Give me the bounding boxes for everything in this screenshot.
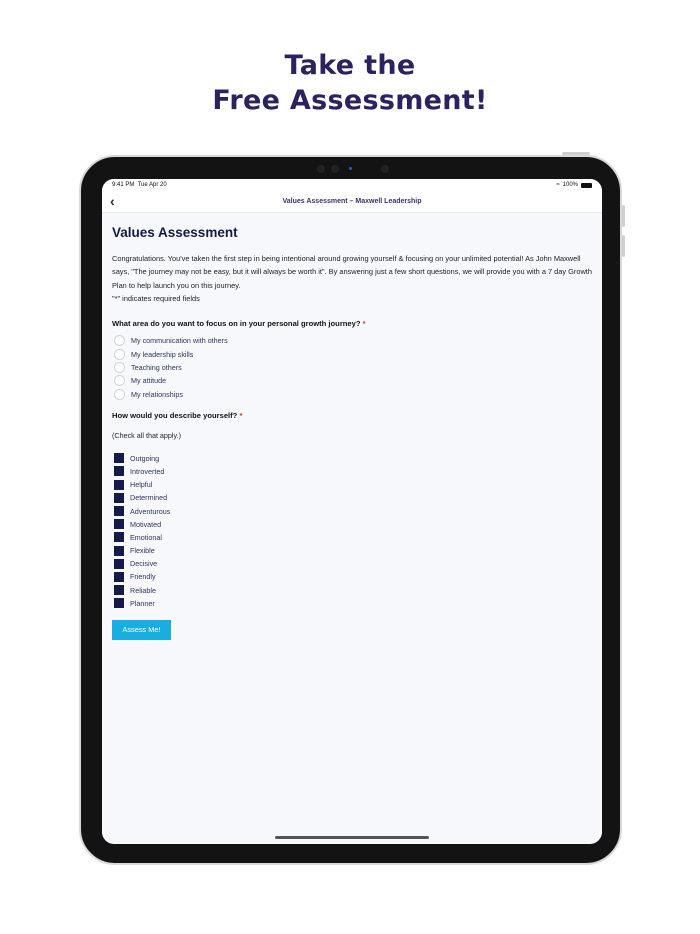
checkbox-label: Determined xyxy=(130,493,168,503)
wifi-icon: ≈ xyxy=(556,182,560,188)
headline-line-1: Take the xyxy=(284,50,416,81)
device-volume-up xyxy=(622,205,625,227)
form-content xyxy=(102,213,602,652)
radio-label: My relationships xyxy=(131,389,183,399)
app-screen xyxy=(102,179,602,844)
nav-bar xyxy=(102,191,602,213)
checkbox[interactable] xyxy=(114,532,124,542)
radio-option[interactable] xyxy=(112,387,592,400)
focus-radio-group xyxy=(112,334,592,400)
radio-label: My attitude xyxy=(131,376,167,386)
checkbox-option[interactable] xyxy=(112,504,592,517)
checkbox-option[interactable] xyxy=(112,518,592,531)
battery-icon xyxy=(581,183,592,188)
question-describe-yourself xyxy=(112,411,592,420)
checkbox-label: Emotional xyxy=(130,532,162,542)
checkbox-option[interactable] xyxy=(112,584,592,597)
required-mark: * xyxy=(239,410,243,420)
checkbox-option[interactable] xyxy=(112,544,592,557)
checkbox[interactable] xyxy=(114,585,124,595)
checkbox[interactable] xyxy=(114,506,124,516)
headline-line-2: Free Assessment! xyxy=(212,85,488,116)
checkbox[interactable] xyxy=(114,480,124,490)
checkbox[interactable] xyxy=(114,493,124,503)
checkbox-option[interactable] xyxy=(112,478,592,491)
question-hint: (Check all that apply.) xyxy=(112,430,181,440)
checkbox[interactable] xyxy=(114,546,124,556)
status-bar xyxy=(102,179,602,191)
radio-button[interactable] xyxy=(114,349,125,360)
device-volume-down xyxy=(622,235,625,257)
checkbox-option[interactable] xyxy=(112,597,592,610)
checkbox-option[interactable] xyxy=(112,465,592,478)
sensor-icon xyxy=(317,165,325,173)
home-indicator[interactable] xyxy=(275,836,429,839)
sensor-icon xyxy=(381,165,389,173)
checkbox-label: Adventurous xyxy=(130,506,171,516)
checkbox[interactable] xyxy=(114,559,124,569)
ipad-frame xyxy=(79,155,622,865)
status-date: Tue Apr 20 xyxy=(137,182,167,188)
radio-option[interactable] xyxy=(112,347,592,360)
nav-title: Values Assessment – Maxwell Leadership xyxy=(282,198,422,205)
checkbox-label: Friendly xyxy=(130,572,156,582)
checkbox-label: Planner xyxy=(130,598,155,608)
radio-button[interactable] xyxy=(114,362,125,373)
checkbox-label: Helpful xyxy=(130,480,153,490)
assess-me-button[interactable]: Assess Me! xyxy=(112,620,171,640)
describe-checkbox-group xyxy=(112,452,592,610)
checkbox[interactable] xyxy=(114,466,124,476)
checkbox-label: Reliable xyxy=(130,585,156,595)
radio-label: My leadership skills xyxy=(131,349,194,359)
checkbox-option[interactable] xyxy=(112,531,592,544)
sensor-icon xyxy=(331,165,339,173)
question-label: What area do you want to focus on in your personal growth journey? xyxy=(112,319,361,329)
checkbox-label: Introverted xyxy=(130,466,165,476)
checkbox[interactable] xyxy=(114,572,124,582)
question-label: How would you describe yourself? xyxy=(112,410,238,420)
checkbox[interactable] xyxy=(114,519,124,529)
radio-label: My communication with others xyxy=(131,336,228,346)
checkbox[interactable] xyxy=(114,598,124,608)
checkbox-label: Motivated xyxy=(130,519,162,529)
required-note: "*" indicates required fields xyxy=(112,293,200,303)
required-mark: * xyxy=(362,319,366,329)
checkbox-option[interactable] xyxy=(112,570,592,583)
checkbox-option[interactable] xyxy=(112,491,592,504)
radio-label: Teaching others xyxy=(131,362,182,372)
radio-button[interactable] xyxy=(114,389,125,400)
chevron-left-icon[interactable]: ‹ xyxy=(110,193,115,209)
radio-button[interactable] xyxy=(114,335,125,346)
battery-percent: 100% xyxy=(562,182,578,188)
checkbox-label: Decisive xyxy=(130,559,158,569)
radio-button[interactable] xyxy=(114,375,125,386)
radio-option[interactable] xyxy=(112,361,592,374)
question-focus-area xyxy=(112,319,592,328)
checkbox-label: Outgoing xyxy=(130,453,160,463)
checkbox-option[interactable] xyxy=(112,452,592,465)
checkbox-option[interactable] xyxy=(112,557,592,570)
promo-headline xyxy=(0,48,700,118)
camera-icon xyxy=(349,167,352,170)
status-time: 9:41 PM xyxy=(112,182,135,188)
intro-text: Congratulations. You've taken the first step in being intentional around growing yourself & focusing on your unlimited potential! As John Maxwell says, "The journey may not be easy, but it will always be worth it". By answering just a few short questions, we will provide you with a 7 day Growth Plan to help launch you on this journey. xyxy=(112,254,592,290)
radio-option[interactable] xyxy=(112,334,592,347)
radio-option[interactable] xyxy=(112,374,592,387)
page-title: Values Assessment xyxy=(112,225,238,240)
checkbox-label: Flexible xyxy=(130,546,155,556)
checkbox[interactable] xyxy=(114,453,124,463)
